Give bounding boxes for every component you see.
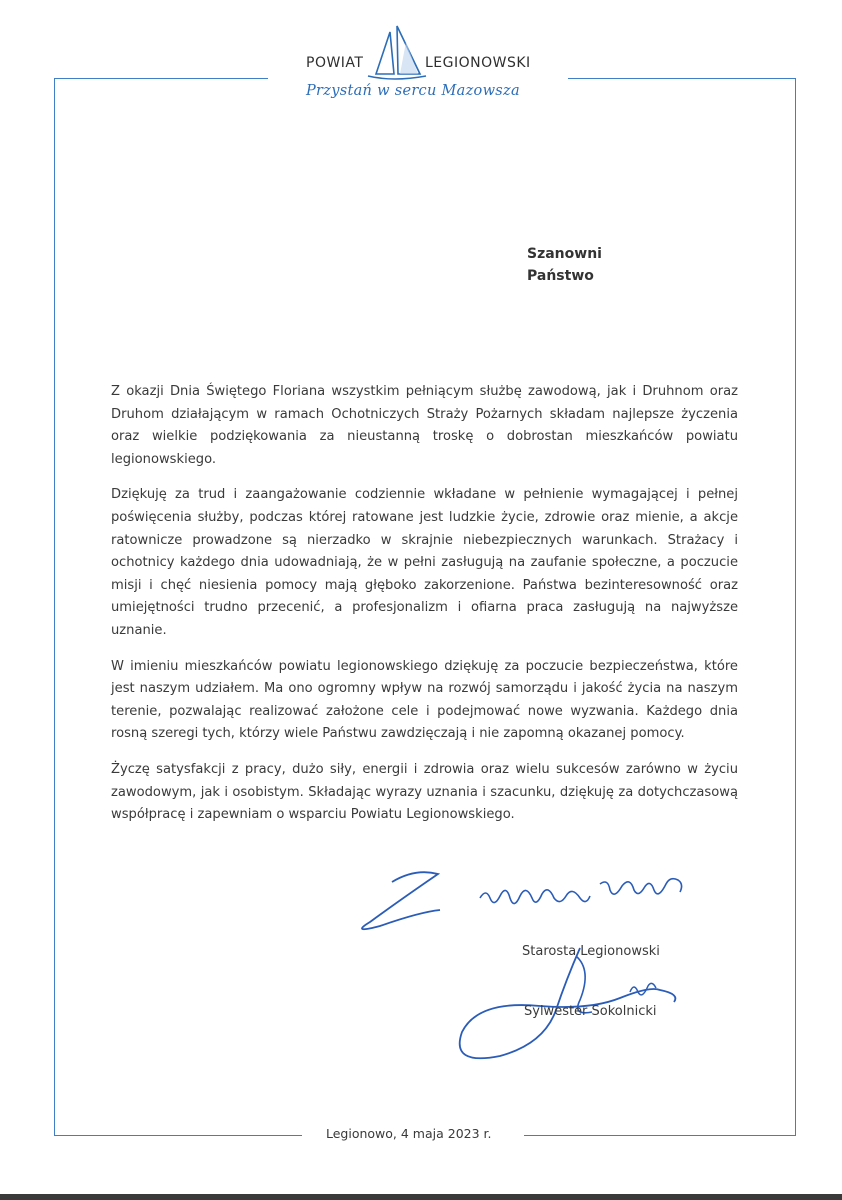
logo-tagline: Przystań w sercu Mazowsza (306, 83, 520, 99)
salutation-line-1: Szanowni (527, 246, 602, 262)
salutation (527, 243, 602, 287)
letter-body (111, 381, 738, 840)
paragraph-4: Życzę satysfakcji z pracy, dużo siły, energii i zdrowia oraz wielu sukcesów zarówno w życiu zawodowym, jak i osobistym. Składając wyrazy uznania i szacunku, dziękuję za dotychczasową współpracę i zapewniam o wsparciu Powiatu Legionowskiego. (111, 761, 738, 823)
place-and-date: Legionowo, 4 maja 2023 r. (326, 1126, 492, 1141)
signatory-name: Sylwester Sokolnicki (524, 1004, 657, 1019)
scan-edge (0, 1194, 842, 1200)
logo-text-powiat: POWIAT (306, 55, 364, 71)
logo-text-legionowski: LEGIONOWSKI (425, 55, 531, 71)
paragraph-3: W imieniu mieszkańców powiatu legionowskiego dziękuję za poczucie bezpieczeństwa, które jest naszym udziałem. Ma ono ogromny wpływ na rozwój samorządu i jakość życia na naszym terenie, pozwalając realizować założone cele i podejmować nowe wyzwania. Każdego dnia rosną szeregi tych, którzy wiele Państwu zawdzięczają i nie zapomną okazanej pomocy. (111, 658, 738, 742)
paragraph-2: Dziękuję za trud i zaangażowanie codziennie wkładane w pełnienie wymagającej i pełnej poświęcenia służby, podczas której ratowane jest ludzkie życie, zdrowie oraz mienie, a akcje ratownicze prowadzone są nierzadko w skrajnie niebezpiecznych warunkach. Strażacy i ochotnicy każdego dnia udowadniają, że w pełni zasługują na zaufanie społeczne, a poczucie misji i chęć niesienia pomocy mają głęboko zakorzenione. Państwa bezinteresowność oraz umiejętności trudno przecenić, a profesjonalizm i ofiarna praca zasługują na najwyższe uznanie. (111, 487, 738, 638)
signatory-title: Starosta Legionowski (522, 944, 660, 959)
paragraph-1: Z okazji Dnia Świętego Floriana wszystkim pełniącym służbę zawodową, jak i Druhnom oraz Druhom działającym w ramach Ochotniczych Straży Pożarnych składam najlepsze życzenia oraz wielkie podziękowania za nieustanną troskę o dobrostan mieszkańców powiatu legionowskiego. (111, 384, 738, 467)
sailboat-icon (268, 20, 568, 80)
salutation-line-2: Państwo (527, 268, 594, 284)
handwritten-signature (330, 860, 730, 1070)
